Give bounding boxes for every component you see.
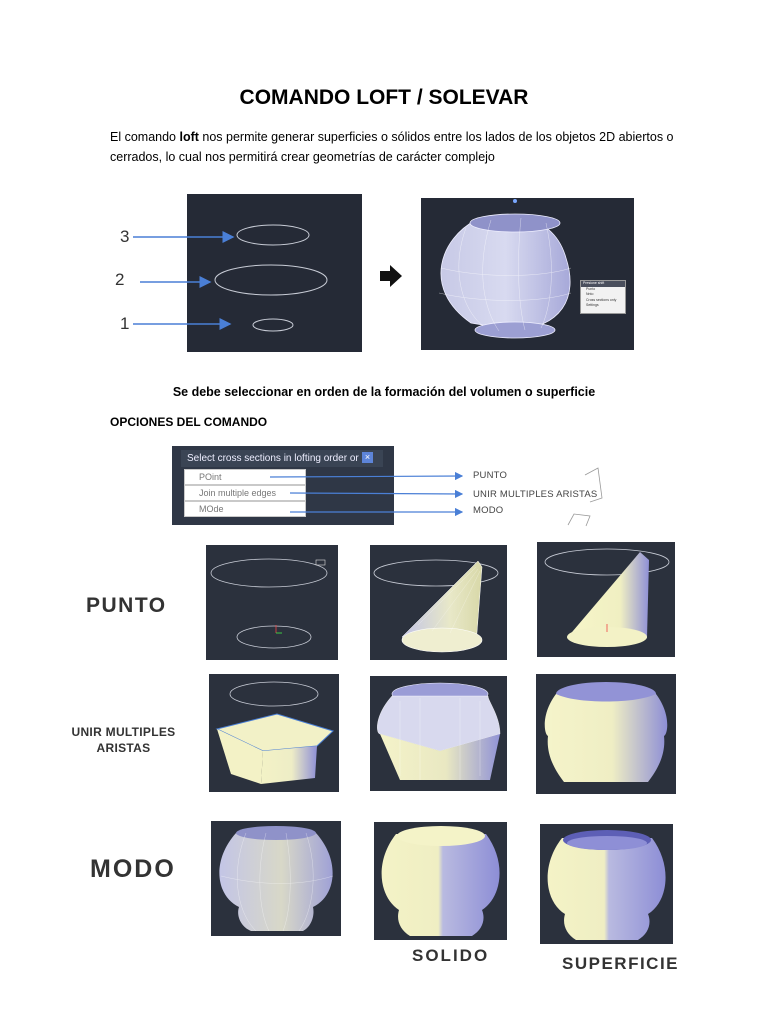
label-punto: PUNTO (86, 594, 167, 617)
options-heading: OPCIONES DEL COMANDO (110, 415, 268, 429)
arrow-punto (270, 476, 462, 477)
right-arrow-icon (378, 263, 404, 289)
punto-thumb-2 (370, 545, 507, 660)
unir-thumb-3 (536, 674, 676, 794)
option-mode[interactable]: MOde (184, 501, 306, 517)
intro-prefix: El comando (110, 130, 180, 144)
label-solido: SOLIDO (412, 946, 490, 965)
sketch-icon (568, 514, 590, 526)
label-unir: UNIR MULTIPLES ARISTAS (71, 725, 176, 755)
punto-thumb-3 (537, 542, 675, 657)
modo-thumb-surface (540, 824, 673, 944)
sequence-3: 3 (120, 227, 130, 246)
intro-rest: nos permite generar superficies o sólidos entre los lados de los objetos 2D abiertos o cerrados, lo cual nos permitirá crear geometrías de carácter complejo (110, 130, 674, 164)
sequence-arrows (0, 0, 768, 400)
page-title: COMANDO LOFT / SOLEVAR (239, 86, 529, 109)
command-prompt: Select cross sections in lofting order or (181, 450, 383, 467)
callout-modo: MODO (473, 505, 504, 516)
context-menu-item[interactable]: Nnto (586, 292, 594, 296)
order-caption: Se debe seleccionar en orden de la formación del volumen o superficie (172, 385, 596, 399)
context-menu (580, 280, 626, 314)
option-arrows (0, 440, 768, 535)
callout-unir: UNIR MULTIPLES ARISTAS (473, 489, 598, 500)
lofted-vase (421, 198, 634, 350)
close-icon[interactable]: × (362, 452, 373, 463)
option-point[interactable]: POint (184, 469, 306, 485)
unir-thumb-2 (370, 676, 507, 791)
modo-thumb-solid (374, 822, 507, 940)
context-menu-item[interactable]: Cross sections only (586, 297, 617, 302)
option-join-edges[interactable]: Join multiple edges (184, 485, 306, 501)
context-menu-item[interactable]: Settings (586, 303, 599, 307)
label-modo: MODO (90, 855, 176, 883)
label-superficie: SUPERFICIE (562, 954, 680, 973)
modo-thumb-1 (211, 821, 341, 936)
callout-punto: PUNTO (473, 470, 508, 481)
unir-thumb-1 (209, 674, 339, 792)
context-menu-item[interactable]: Punto (586, 286, 596, 291)
context-menu-header: Presione shift (581, 281, 625, 287)
intro-command: loft (179, 130, 199, 144)
sequence-1: 1 (120, 314, 130, 333)
arrow-unir (290, 493, 462, 494)
punto-thumb-1 (206, 545, 338, 660)
viewport-result (421, 198, 634, 350)
sequence-2: 2 (115, 270, 125, 289)
